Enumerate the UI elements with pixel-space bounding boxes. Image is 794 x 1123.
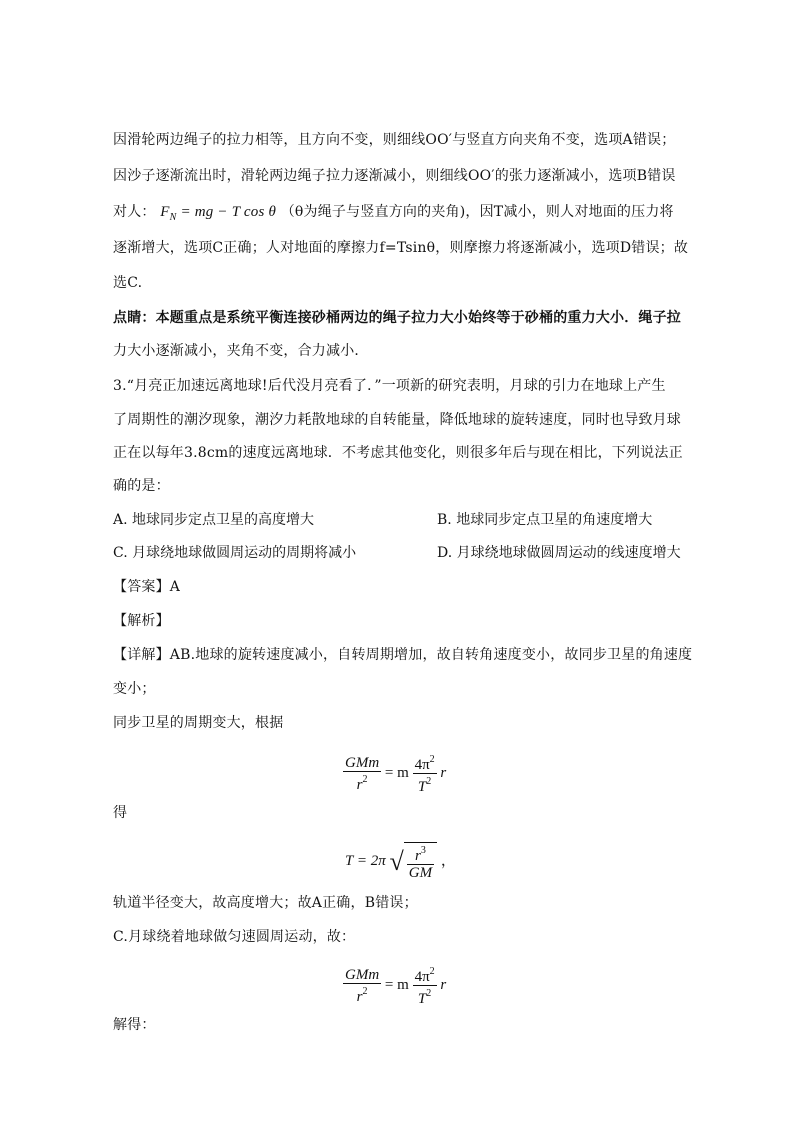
option-a: A. 地球同步定点卫星的高度增大 bbox=[113, 512, 315, 528]
num-base: 4π bbox=[414, 969, 430, 985]
exponent: 2 bbox=[429, 966, 435, 977]
answer-label: 【答案】A bbox=[113, 579, 181, 595]
analysis-label: 【解析】 bbox=[113, 613, 170, 629]
text-fragment: （θ为绳子与竖直方向的夹角)，因T减小，则人对地面的压力将 bbox=[280, 204, 674, 220]
denominator bbox=[413, 773, 437, 795]
den-base: T bbox=[417, 779, 427, 795]
equals: = m bbox=[384, 976, 409, 993]
numerator: GMm bbox=[345, 754, 380, 771]
denominator: GM bbox=[408, 865, 433, 881]
detail-text: 【详解】AB.地球的旋转速度减小，自转周期增加，故自转角速度变小，故同步卫星的角速度 bbox=[113, 647, 693, 663]
option-b: B. 地球同步定点卫星的角速度增大 bbox=[437, 512, 653, 528]
tail: r bbox=[440, 976, 447, 993]
square-root bbox=[389, 842, 437, 881]
text-line-with-formula bbox=[113, 202, 674, 228]
question-text: 了周期性的潮汐现象，潮汐力耗散地球的自转能量，降低地球的旋转速度，同时也导致月球 bbox=[113, 412, 681, 428]
detail-text: 得 bbox=[113, 805, 128, 821]
exponent: 2 bbox=[426, 776, 432, 787]
denominator bbox=[343, 983, 381, 1005]
detail-text: 变小； bbox=[113, 681, 156, 697]
numerator bbox=[413, 752, 437, 773]
exponent: 2 bbox=[429, 754, 435, 765]
denominator bbox=[343, 771, 381, 793]
text-line: 选C. bbox=[113, 275, 143, 291]
gravity-equation bbox=[343, 752, 446, 795]
detail-text: 轨道半径变大，故高度增大；故A正确，B错误； bbox=[113, 895, 418, 911]
den-base: r bbox=[356, 988, 363, 1005]
numerator bbox=[413, 964, 437, 985]
numerator: GMm bbox=[345, 966, 380, 983]
detail-text: C.月球绕着地球做匀速圆周运动，故： bbox=[113, 929, 356, 945]
radicand bbox=[404, 842, 437, 881]
text-fragment: 对人： bbox=[113, 204, 156, 220]
numerator bbox=[407, 843, 434, 864]
period-equation bbox=[345, 842, 456, 881]
detail-text: 解得： bbox=[113, 1017, 156, 1033]
text-line: 力大小逐渐减小，夹角不变，合力减小． bbox=[113, 343, 369, 359]
fraction bbox=[413, 752, 437, 795]
question-text: 正在以每年3.8cm的速度远离地球．不考虑其他变化，则很多年后与现在相比，下列说法正 bbox=[113, 445, 683, 461]
text-line: 逐渐增大，选项C正确；人对地面的摩擦力f=Tsinθ，则摩擦力将逐渐减小，选项D错误；故 bbox=[113, 240, 689, 256]
tail: r bbox=[440, 764, 447, 781]
exponent: 2 bbox=[362, 985, 368, 997]
sqrt-symbol: √ bbox=[389, 847, 404, 876]
tip-line: 点睛：本题重点是系统平衡连接砂桶两边的绳子拉力大小始终等于砂桶的重力大小．绳子拉 bbox=[113, 310, 681, 326]
exponent: 2 bbox=[426, 988, 432, 999]
lhs: T = 2π bbox=[345, 852, 386, 869]
normal-force-formula bbox=[160, 204, 277, 223]
num-base: r bbox=[414, 848, 421, 864]
text-line: 因滑轮两边绳子的拉力相等，且方向不变，则细线OO′与竖直方向夹角不变，选项A错误； bbox=[113, 132, 676, 148]
formula-subscript: N bbox=[169, 212, 177, 223]
den-base: r bbox=[356, 776, 363, 793]
option-d: D. 月球绕地球做圆周运动的线速度增大 bbox=[437, 545, 681, 561]
question-text: 3.“月亮正加速远离地球!后代没月亮看了．”一项新的研究表明，月球的引力在地球上产生 bbox=[113, 378, 666, 394]
equals: = m bbox=[384, 764, 409, 781]
num-base: 4π bbox=[414, 757, 430, 773]
fraction bbox=[343, 967, 381, 1005]
detail-text: 同步卫星的周期变大，根据 bbox=[113, 715, 284, 731]
den-base: T bbox=[417, 991, 427, 1007]
denominator bbox=[413, 985, 437, 1007]
tail: ， bbox=[440, 852, 456, 869]
option-c: C. 月球绕地球做圆周运动的周期将减小 bbox=[113, 545, 357, 561]
exponent: 3 bbox=[420, 845, 426, 856]
fraction bbox=[343, 755, 381, 793]
text-line: 因沙子逐渐流出时，滑轮两边绳子拉力逐渐减小，则细线OO′的张力逐渐减小，选项B错误 bbox=[113, 168, 676, 184]
fraction bbox=[407, 843, 434, 881]
fraction bbox=[413, 964, 437, 1007]
formula-rhs: = mg − T cos θ bbox=[176, 204, 277, 220]
formula-symbol: F bbox=[160, 204, 170, 220]
question-text: 确的是： bbox=[113, 478, 170, 494]
gravity-equation-2 bbox=[343, 964, 446, 1007]
exponent: 2 bbox=[362, 773, 368, 785]
